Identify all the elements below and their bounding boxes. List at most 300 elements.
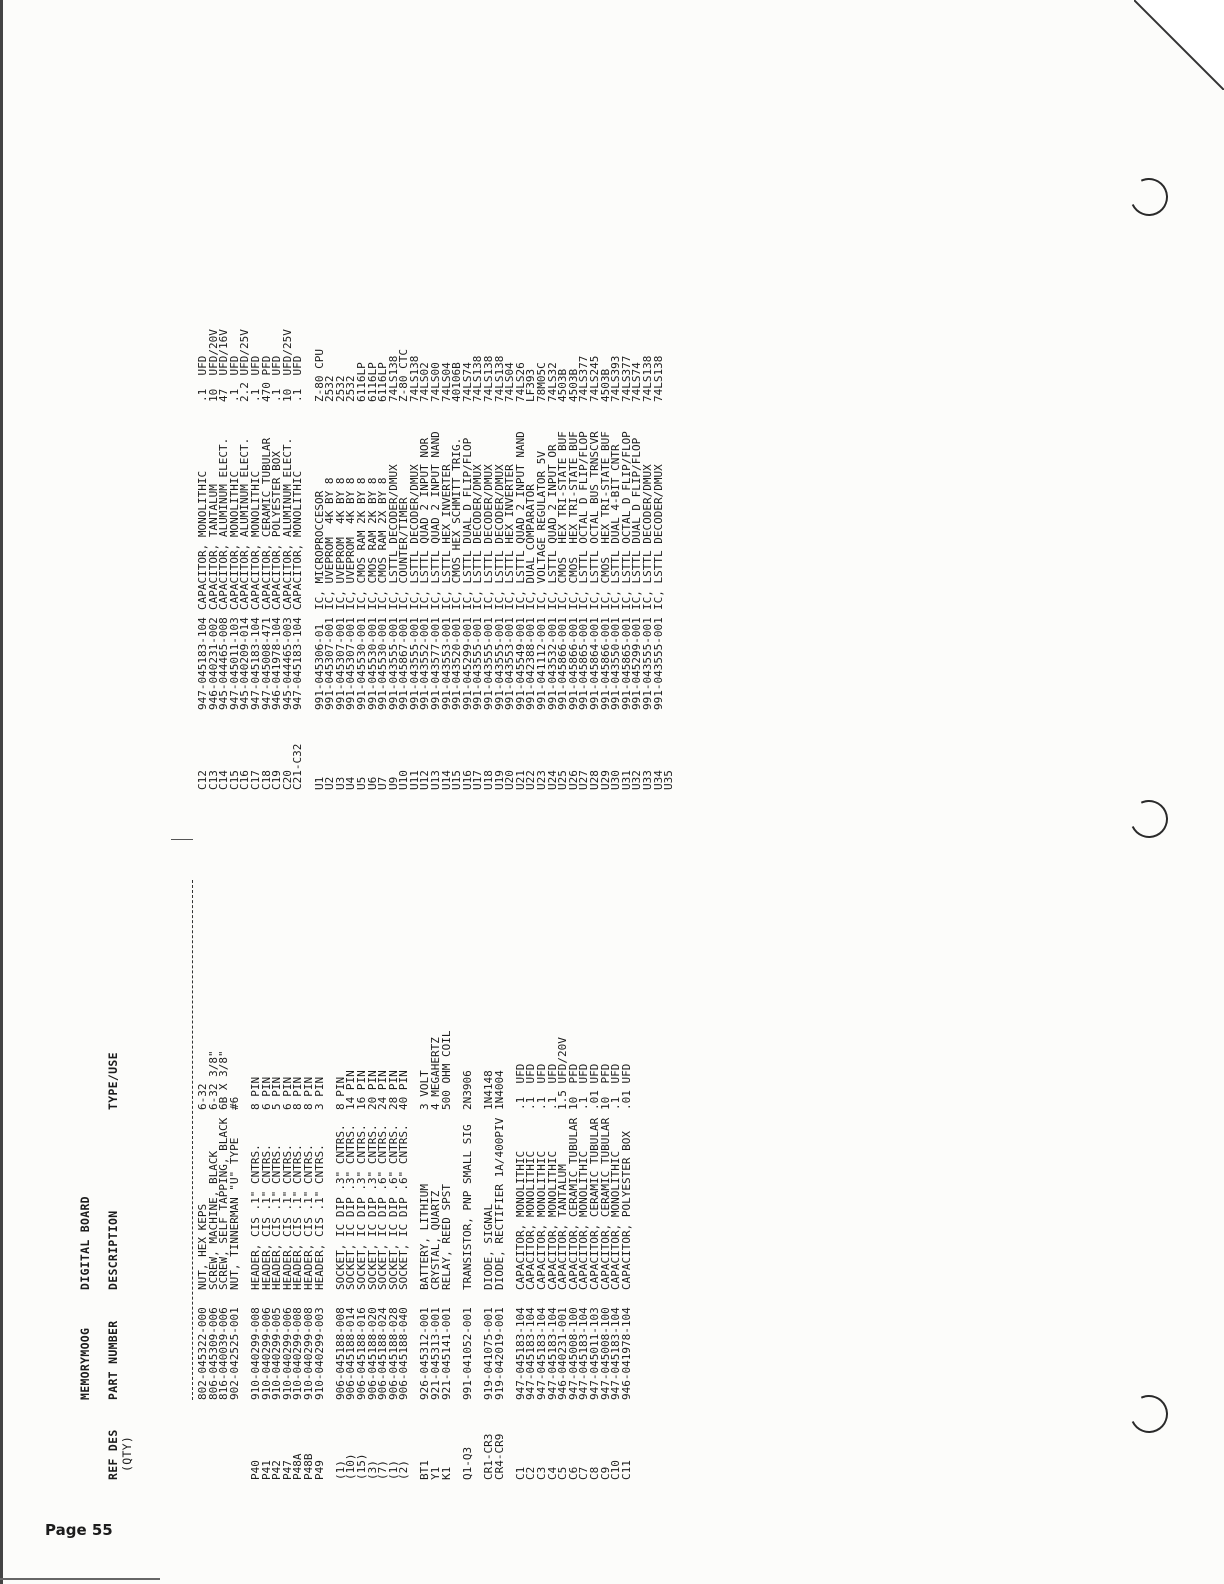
type-use-cell: 40 PIN <box>397 1070 411 1110</box>
part-number-cell: 991-043555-001 <box>640 617 654 710</box>
part-number-cell: 991-041112-001 <box>535 617 548 710</box>
right-desc-column <box>198 431 664 610</box>
type-use-cell: 74LS04 <box>503 362 517 402</box>
type-use-cell: 74LS138 <box>651 355 665 402</box>
ref-des-cell: U5 <box>354 776 368 790</box>
ref-des-cell: Y1 <box>429 1466 443 1480</box>
ref-des-cell: U23 <box>535 770 548 790</box>
ref-des-cell: U33 <box>640 770 654 790</box>
type-use-cell: 74LS74 <box>630 362 644 402</box>
ref-des-cell: U22 <box>524 770 538 790</box>
type-use-cell: 47 UFD/16V <box>217 329 231 402</box>
ref-des-cell: P40 <box>248 1460 262 1480</box>
part-number-cell: 991-045867-001 <box>397 617 411 710</box>
ref-des-cell: U18 <box>482 770 496 790</box>
description-cell: HEADER, CIS .1" CNTRS. <box>259 1144 273 1290</box>
type-use-header: TYPE/USE <box>106 1052 120 1110</box>
part-number-cell: 906-045188-020 <box>365 1307 379 1400</box>
ref-des-cell: U28 <box>587 770 601 790</box>
description-cell: IC, LSTTL DUAL 4-BIT CNTR <box>609 444 623 610</box>
part-number-cell: 910-040299-003 <box>312 1307 326 1400</box>
type-use-cell: 500 OHM COIL <box>439 1030 453 1110</box>
description-cell: IC, LSTTL DECODER/DMUX <box>492 464 506 610</box>
part-number-cell: 910-040299-005 <box>270 1307 284 1400</box>
part-number-cell: 906-045188-014 <box>344 1307 358 1400</box>
ref-des-cell: Q1-Q3 <box>460 1446 474 1480</box>
description-cell: IC, LSTTL QUAD 2 INPUT NOR <box>418 437 432 610</box>
part-number-cell: 991-043555-001 <box>386 617 400 710</box>
qty-header: (QTY) <box>120 1435 134 1472</box>
part-number-cell: 991-041052-001 <box>460 1307 474 1400</box>
type-use-cell: 24 PIN <box>376 1070 390 1110</box>
type-use-cell: .1 UFD <box>196 355 209 402</box>
type-use-cell: 8 PIN <box>333 1076 347 1110</box>
description-cell: IC, LSTTL DUAL D FLIP/FLOP <box>630 437 644 610</box>
ref-des-header: REF DES <box>106 1429 120 1480</box>
description-cell: HEADER, CIS .1" CNTRS. <box>270 1144 284 1290</box>
description-cell: CAPACITOR, ALUMINUM ELECT. <box>238 437 252 610</box>
type-use-cell: 78M05C <box>535 362 548 402</box>
description-cell: IC, LSTTL DECODER/DMUX <box>471 464 485 610</box>
part-number-cell: 991-045530-001 <box>365 617 379 710</box>
part-number-cell: 991-045865-001 <box>619 617 633 710</box>
part-number-cell: 906-045188-016 <box>354 1307 368 1400</box>
type-use-cell: 74LS245 <box>587 355 601 402</box>
description-cell: CAPACITOR, MONOLITHIC <box>545 1150 559 1290</box>
ref-des-cell: (7) <box>376 1460 390 1480</box>
type-use-cell: 10 PFD <box>566 1063 580 1110</box>
description-cell: SOCKET, IC DIP .3" CNTRS. <box>365 1124 379 1290</box>
ref-des-cell: C10 <box>609 1460 623 1480</box>
description-cell: SOCKET, IC DIP .3" CNTRS. <box>344 1124 358 1290</box>
ref-des-cell: U4 <box>344 776 358 790</box>
part-number-cell: 947-045183-104 <box>535 1307 548 1400</box>
description-cell: SOCKET, IC DIP .6" CNTRS. <box>386 1124 400 1290</box>
description-cell: SCREW, SELF TAPPING, BLACK <box>217 1117 231 1290</box>
part-number-cell: 919-042019-001 <box>492 1307 506 1400</box>
description-cell: IC, CMOS HEX TRI-STATE BUF <box>566 431 580 610</box>
type-use-cell: 8 PIN <box>301 1076 315 1110</box>
part-number-cell: 991-042388-001 <box>524 617 538 710</box>
type-use-cell: 74LS26 <box>513 362 527 402</box>
type-use-cell: .1 UFD <box>227 355 241 402</box>
ref-des-cell: U26 <box>566 770 580 790</box>
type-use-cell: .1 UFD <box>609 1063 623 1110</box>
page-bottom-edge <box>0 1578 160 1580</box>
part-number-cell: 947-045008-471 <box>259 617 273 710</box>
part-number-cell: 991-043553-001 <box>503 617 517 710</box>
part-number-cell: 947-045183-104 <box>524 1307 538 1400</box>
part-number-cell: 910-040299-006 <box>280 1307 294 1400</box>
description-cell: CRYSTAL, QUARTZ <box>429 1190 443 1290</box>
description-cell: IC, CMOS RAM 2K BY 8 <box>365 477 379 610</box>
description-cell: RELAY, REED SPST <box>439 1184 453 1290</box>
right-part-column <box>198 617 664 710</box>
type-use-cell: 6116LP <box>354 362 368 402</box>
description-cell: IC, LSTTL HEX INVERTER <box>503 464 517 610</box>
part-number-cell: 947-045183-104 <box>577 1307 591 1400</box>
description-cell: SCREW, MACHINE, BLACK <box>206 1150 220 1290</box>
ref-des-cell: (2) <box>397 1460 411 1480</box>
ref-des-cell: U20 <box>503 770 517 790</box>
type-use-cell: 40106B <box>450 362 464 402</box>
ref-des-cell: (1) <box>386 1460 400 1480</box>
description-cell: CAPACITOR, MONOLITHIC <box>227 470 241 610</box>
description-cell: CAPACITOR, CERAMIC TUBULAR <box>566 1117 580 1290</box>
description-cell: CAPACITOR, ALUMINUM ELECT. <box>217 437 231 610</box>
part-number-cell: 816-040039-006 <box>217 1307 231 1400</box>
part-number-cell: 945-044465-008 <box>217 617 231 710</box>
type-use-cell: #6 <box>227 1096 241 1110</box>
type-use-cell: .1 UFD <box>270 355 284 402</box>
ref-des-cell: C14 <box>217 770 231 790</box>
type-use-cell: 2N3906 <box>460 1070 474 1110</box>
ref-des-cell: U7 <box>376 776 390 790</box>
type-use-cell: 3 PIN <box>312 1076 326 1110</box>
ref-des-cell: (10) <box>344 1453 358 1480</box>
part-number-cell: 991-043555-001 <box>651 617 665 710</box>
ref-des-cell: C9 <box>598 1466 612 1480</box>
part-number-cell: 946-040231-001 <box>556 1307 570 1400</box>
part-number-cell: 947-045183-104 <box>291 617 305 710</box>
description-cell: IC, LSTTL DECODER/DMUX <box>651 464 665 610</box>
ref-des-cell: U27 <box>577 770 591 790</box>
type-use-cell: .1 UFD <box>577 1063 591 1110</box>
type-use-cell: 6116LP <box>376 362 390 402</box>
part-number-cell: 991-043555-001 <box>482 617 496 710</box>
ref-des-cell: CR4-CR9 <box>492 1433 506 1480</box>
part-number-cell: 991-045865-001 <box>577 617 591 710</box>
part-number-cell: 947-045183-104 <box>248 617 262 710</box>
type-use-cell: 74LS138 <box>640 355 654 402</box>
type-use-cell: 6-32 3/8" <box>206 1050 220 1110</box>
part-number-cell: 991-043532-001 <box>545 617 559 710</box>
description-header: DESCRIPTION <box>106 1210 120 1290</box>
part-number-cell: 910-040299-006 <box>259 1307 273 1400</box>
description-cell: IC, MICROPROCCESOR <box>312 490 326 610</box>
description-cell: IC, CMOS HEX TRI-STATE BUF <box>556 431 570 610</box>
description-cell: SOCKET, IC DIP .6" CNTRS. <box>397 1124 411 1290</box>
type-use-cell: 74LS138 <box>482 355 496 402</box>
ref-des-cell: U2 <box>323 776 337 790</box>
description-cell: CAPACITOR, MONOLITHIC <box>609 1150 623 1290</box>
part-number-cell: 991-045307-001 <box>333 617 347 710</box>
description-cell: SOCKET, IC DIP .3" CNTRS. <box>333 1124 347 1290</box>
type-use-cell: 3 VOLT <box>418 1070 432 1110</box>
part-number-cell: 946-040231-002 <box>206 617 220 710</box>
description-cell: CAPACITOR, CERAMIC TUBULAR <box>587 1117 601 1290</box>
part-number-cell: 991-045866-001 <box>598 617 612 710</box>
type-use-cell: 14 PIN <box>344 1070 358 1110</box>
part-number-cell: 806-045309-006 <box>206 1307 220 1400</box>
type-use-cell: 2532 <box>333 375 347 402</box>
description-cell: IC, LSTTL QUAD 2 INPUT OR <box>545 444 559 610</box>
part-number-cell: 947-045011-103 <box>227 617 241 710</box>
type-use-cell: .1 UFD <box>291 355 305 402</box>
description-cell: CAPACITOR, MONOLITHIC <box>513 1150 527 1290</box>
ref-des-cell: BT1 <box>418 1460 432 1480</box>
description-cell: NUT, HEX KEPS <box>196 1203 209 1290</box>
ref-des-cell <box>219 1434 230 1480</box>
type-use-cell: 74LS138 <box>492 355 506 402</box>
description-cell: IC, LSTTL QUAD 2 INPUT NAND <box>429 431 443 610</box>
ref-des-cell: U3 <box>333 776 347 790</box>
ref-des-cell: C7 <box>577 1466 591 1480</box>
description-cell: CAPACITOR, CERAMIC TUBULAR <box>259 437 273 610</box>
type-use-cell: 8 PIN <box>248 1076 262 1110</box>
ref-des-cell: C17 <box>248 770 262 790</box>
description-cell: SOCKET, IC DIP .6" CNTRS. <box>376 1124 390 1290</box>
binder-hole-middle <box>1125 795 1174 844</box>
part-number-cell: 947-045183-104 <box>513 1307 527 1400</box>
type-use-cell: 10 PFD <box>598 1063 612 1110</box>
part-number-cell: 991-043553-001 <box>439 617 453 710</box>
part-number-cell: 919-041075-001 <box>482 1307 496 1400</box>
ref-des-cell: C4 <box>545 1466 559 1480</box>
type-use-cell: 10 UFD/25V <box>280 329 294 402</box>
part-number-cell: 910-040299-008 <box>301 1307 315 1400</box>
type-use-cell: 2.2 UFD/25V <box>238 329 252 402</box>
ref-des-cell: C11 <box>619 1460 633 1480</box>
description-cell: IC, COUNTER/TIMER <box>397 497 411 610</box>
type-use-cell: 74LS02 <box>418 362 432 402</box>
part-number-cell: 945-040209-014 <box>238 617 252 710</box>
document-title: MEMORYMOOG <box>78 1327 92 1400</box>
type-use-cell: 74LS74 <box>460 362 474 402</box>
description-cell: CAPACITOR, CERAMIC TUBULAR <box>598 1117 612 1290</box>
type-use-cell: LF393 <box>524 368 538 402</box>
ref-des-cell: U30 <box>609 770 623 790</box>
board-title: DIGITAL BOARD <box>78 1196 92 1290</box>
part-number-cell: 991-045549-001 <box>513 617 527 710</box>
ref-des-cell: (1) <box>333 1460 347 1480</box>
description-cell: HEADER, CIS .1" CNTRS. <box>291 1144 305 1290</box>
part-number-cell: 946-041978-104 <box>270 617 284 710</box>
description-cell: IC, CMOS RAM 2K BY 8 <box>354 477 368 610</box>
description-cell: CAPACITOR, MONOLITHIC <box>577 1150 591 1290</box>
ref-des-cell: U32 <box>630 770 644 790</box>
type-use-cell: 10 UFD/20V <box>206 329 220 402</box>
ref-des-cell: P47 <box>280 1460 294 1480</box>
type-use-cell: 4 MEGAHERTZ <box>429 1037 443 1110</box>
description-cell: DIODE, SIGNAL <box>482 1203 496 1290</box>
type-use-cell: Z-80 CPU <box>312 349 326 402</box>
ref-des-cell: C21-C32 <box>291 743 305 790</box>
part-number-cell: 991-043550-001 <box>609 617 623 710</box>
part-number-cell: 991-045866-001 <box>566 617 580 710</box>
type-use-cell: 74LS32 <box>545 362 559 402</box>
ref-des-cell: C18 <box>259 770 273 790</box>
ref-des-cell: P49 <box>312 1460 326 1480</box>
type-use-cell: 4503B <box>556 368 570 402</box>
type-use-cell: 6-32 <box>196 1083 209 1110</box>
part-number-cell: 906-045188-008 <box>333 1307 347 1400</box>
ref-des-cell: C16 <box>238 770 252 790</box>
type-use-cell: 16 PIN <box>354 1070 368 1110</box>
ref-des-cell: U35 <box>662 770 676 790</box>
description-cell: CAPACITOR, POLYESTER BOX <box>270 451 284 610</box>
ref-des-cell: U31 <box>619 770 633 790</box>
part-number-cell: 947-045008-100 <box>566 1307 580 1400</box>
type-use-cell: 74LS04 <box>439 362 453 402</box>
rotated-table <box>78 100 1100 1480</box>
description-cell: IC, UVEPROM 4K BY 8 <box>323 477 337 610</box>
description-cell: HEADER, CIS .1" CNTRS. <box>248 1144 262 1290</box>
type-use-cell: 74LS377 <box>577 355 591 402</box>
part-number-cell: 906-045188-028 <box>386 1307 400 1400</box>
description-cell: CAPACITOR, MONOLITHIC <box>196 470 209 610</box>
type-use-cell: 5 PIN <box>270 1076 284 1110</box>
part-number-cell: 947-045183-104 <box>196 617 209 710</box>
part-number-cell: 910-040299-008 <box>291 1307 305 1400</box>
type-use-cell: 28 PIN <box>386 1070 400 1110</box>
fold-mark <box>171 839 193 840</box>
ref-des-cell: P48B <box>301 1453 315 1480</box>
description-cell: CAPACITOR, MONOLITHIC <box>524 1150 538 1290</box>
description-cell: CAPACITOR, MONOLITHIC <box>291 470 305 610</box>
ref-des-cell: C19 <box>270 770 284 790</box>
part-number-cell: 906-045188-024 <box>376 1307 390 1400</box>
type-use-cell: 74LS393 <box>609 355 623 402</box>
description-cell: IC, VOLTAGE REGULATOR 5V <box>535 451 548 610</box>
right-ref-column <box>198 744 675 790</box>
binder-hole-bottom <box>1125 1390 1174 1439</box>
ref-des-cell <box>209 1434 220 1480</box>
part-number-cell: 921-045313-001 <box>429 1307 443 1400</box>
description-cell: CAPACITOR, ALUMINUM ELECT. <box>280 437 294 610</box>
description-cell: IC, LSTTL DECODER/DMUX <box>407 464 421 610</box>
description-cell: IC, DUAL COMPARATOR <box>524 484 538 610</box>
description-cell: IC, LSTTL DECODER/DMUX <box>386 464 400 610</box>
part-number-cell: 906-045188-040 <box>397 1307 411 1400</box>
description-cell: IC, LSTTL DECODER/DMUX <box>482 464 496 610</box>
ref-des-cell: U21 <box>513 770 527 790</box>
ref-des-cell: C3 <box>535 1466 548 1480</box>
part-number-cell: 910-040299-008 <box>248 1307 262 1400</box>
ref-des-cell: (15) <box>354 1453 368 1480</box>
description-cell: HEADER, CIS .1" CNTRS. <box>312 1144 326 1290</box>
type-use-cell: 8 PIN <box>291 1076 305 1110</box>
ref-des-cell: U10 <box>397 770 411 790</box>
description-cell: IC, LSTTL OCTAL D FLIP/FLOP <box>577 431 591 610</box>
part-number-cell: 991-043520-001 <box>450 617 464 710</box>
ref-des-cell: C15 <box>227 770 241 790</box>
type-use-cell: 20 PIN <box>365 1070 379 1110</box>
part-number-cell: 991-045530-001 <box>354 617 368 710</box>
left-type-column <box>198 1031 632 1110</box>
description-cell: IC, LSTTL HEX INVERTER <box>439 464 453 610</box>
type-use-cell: 2532 <box>344 375 358 402</box>
part-number-cell: 947-045008-100 <box>598 1307 612 1400</box>
type-use-cell: 74LS138 <box>386 355 400 402</box>
description-cell: NUT, TINNERMAN "U" TYPE <box>227 1137 241 1290</box>
ref-des-cell: U6 <box>365 776 379 790</box>
description-cell: IC, CMOS HEX TRI-STATE BUF <box>598 431 612 610</box>
ref-des-cell: U34 <box>651 770 665 790</box>
ref-des-cell: U29 <box>598 770 612 790</box>
ref-des-cell: C20 <box>280 770 294 790</box>
type-use-cell: 4503B <box>598 368 612 402</box>
type-use-cell: 6 PIN <box>259 1076 273 1110</box>
type-use-cell: 2532 <box>323 375 337 402</box>
ref-des-cell: P41 <box>259 1460 273 1480</box>
type-use-cell: 74LS377 <box>619 355 633 402</box>
binder-hole-top <box>1125 173 1174 222</box>
description-cell: BATTERY, LITHIUM <box>418 1184 432 1290</box>
ref-des-cell: U9 <box>386 776 400 790</box>
ref-des-cell: U14 <box>439 770 453 790</box>
ref-des-cell: U24 <box>545 770 559 790</box>
type-use-cell: 6B X 3/8" <box>217 1050 231 1110</box>
description-cell: HEADER, CIS .1" CNTRS. <box>280 1144 294 1290</box>
description-cell: IC, LSTTL OCTAL D FLIP/FLOP <box>619 431 633 610</box>
type-use-cell: .1 UFD <box>535 1063 548 1110</box>
page-number: Page 55 <box>45 1521 113 1539</box>
part-number-cell: 902-042525-001 <box>227 1307 241 1400</box>
part-number-cell: 991-045299-001 <box>460 617 474 710</box>
part-number-cell: 991-045306-01 <box>312 623 326 710</box>
ref-des-cell: U15 <box>450 770 464 790</box>
description-cell: HEADER, CIS .1" CNTRS. <box>301 1144 315 1290</box>
description-cell: IC, UVEPROM 4K BY 8 <box>344 477 358 610</box>
part-number-cell: 991-045864-001 <box>587 617 601 710</box>
type-use-cell: .01 UFD <box>587 1063 601 1110</box>
description-cell: CAPACITOR, MONOLITHIC <box>248 470 262 610</box>
ref-des-cell: P42 <box>270 1460 284 1480</box>
part-number-cell: 991-043552-001 <box>418 617 432 710</box>
ref-des-cell: C1 <box>513 1466 527 1480</box>
description-cell: CAPACITOR, MONOLITHIC <box>535 1150 548 1290</box>
part-number-cell: 947-045011-103 <box>587 1307 601 1400</box>
type-use-cell: .1 UFD <box>513 1063 527 1110</box>
type-use-cell: .1 UFD <box>248 355 262 402</box>
part-number-cell: 947-045183-104 <box>609 1307 623 1400</box>
ref-des-cell: U25 <box>556 770 570 790</box>
part-number-cell: 991-043555-001 <box>471 617 485 710</box>
ref-des-cell: C6 <box>566 1466 580 1480</box>
part-number-cell: 947-045183-104 <box>545 1307 559 1400</box>
description-cell: CAPACITOR, TANTALUM <box>206 484 220 610</box>
part-number-header: PART NUMBER <box>106 1320 120 1400</box>
description-cell: IC, LSTTL QUAD 2 INPUT NAND <box>513 431 527 610</box>
ref-des-cell: (3) <box>365 1460 379 1480</box>
ref-des-cell: C2 <box>524 1466 538 1480</box>
header-divider <box>192 880 193 1400</box>
ref-des-cell <box>198 1434 209 1480</box>
type-use-cell: 470 PFD <box>259 355 273 402</box>
part-number-cell: 991-045866-001 <box>556 617 570 710</box>
description-cell: IC, LSTTL OCTAL BUS TRNSCVR <box>587 431 601 610</box>
page-edge-shadow <box>0 0 3 1584</box>
ref-des-cell: U17 <box>471 770 485 790</box>
part-number-cell: 802-045322-000 <box>196 1307 209 1400</box>
ref-des-cell: U16 <box>460 770 474 790</box>
ref-des-cell: P48A <box>291 1453 305 1480</box>
description-cell: IC, LSTTL DUAL D FLIP/FLOP <box>460 437 474 610</box>
part-number-cell: 991-043577-001 <box>429 617 443 710</box>
part-number-cell: 991-045307-001 <box>344 617 358 710</box>
ref-des-cell: C13 <box>206 770 220 790</box>
left-desc-column <box>198 1118 632 1290</box>
ref-des-cell: U13 <box>429 770 443 790</box>
ref-des-cell: U12 <box>418 770 432 790</box>
part-number-cell: 921-045141-001 <box>439 1307 453 1400</box>
type-use-cell: .1 UFD <box>545 1063 559 1110</box>
ref-des-cell: U11 <box>407 770 421 790</box>
ref-des-cell: C8 <box>587 1466 601 1480</box>
type-use-cell: .01 UFD <box>619 1063 633 1110</box>
description-cell: IC, CMOS HEX SCHMITT TRIG. <box>450 437 464 610</box>
